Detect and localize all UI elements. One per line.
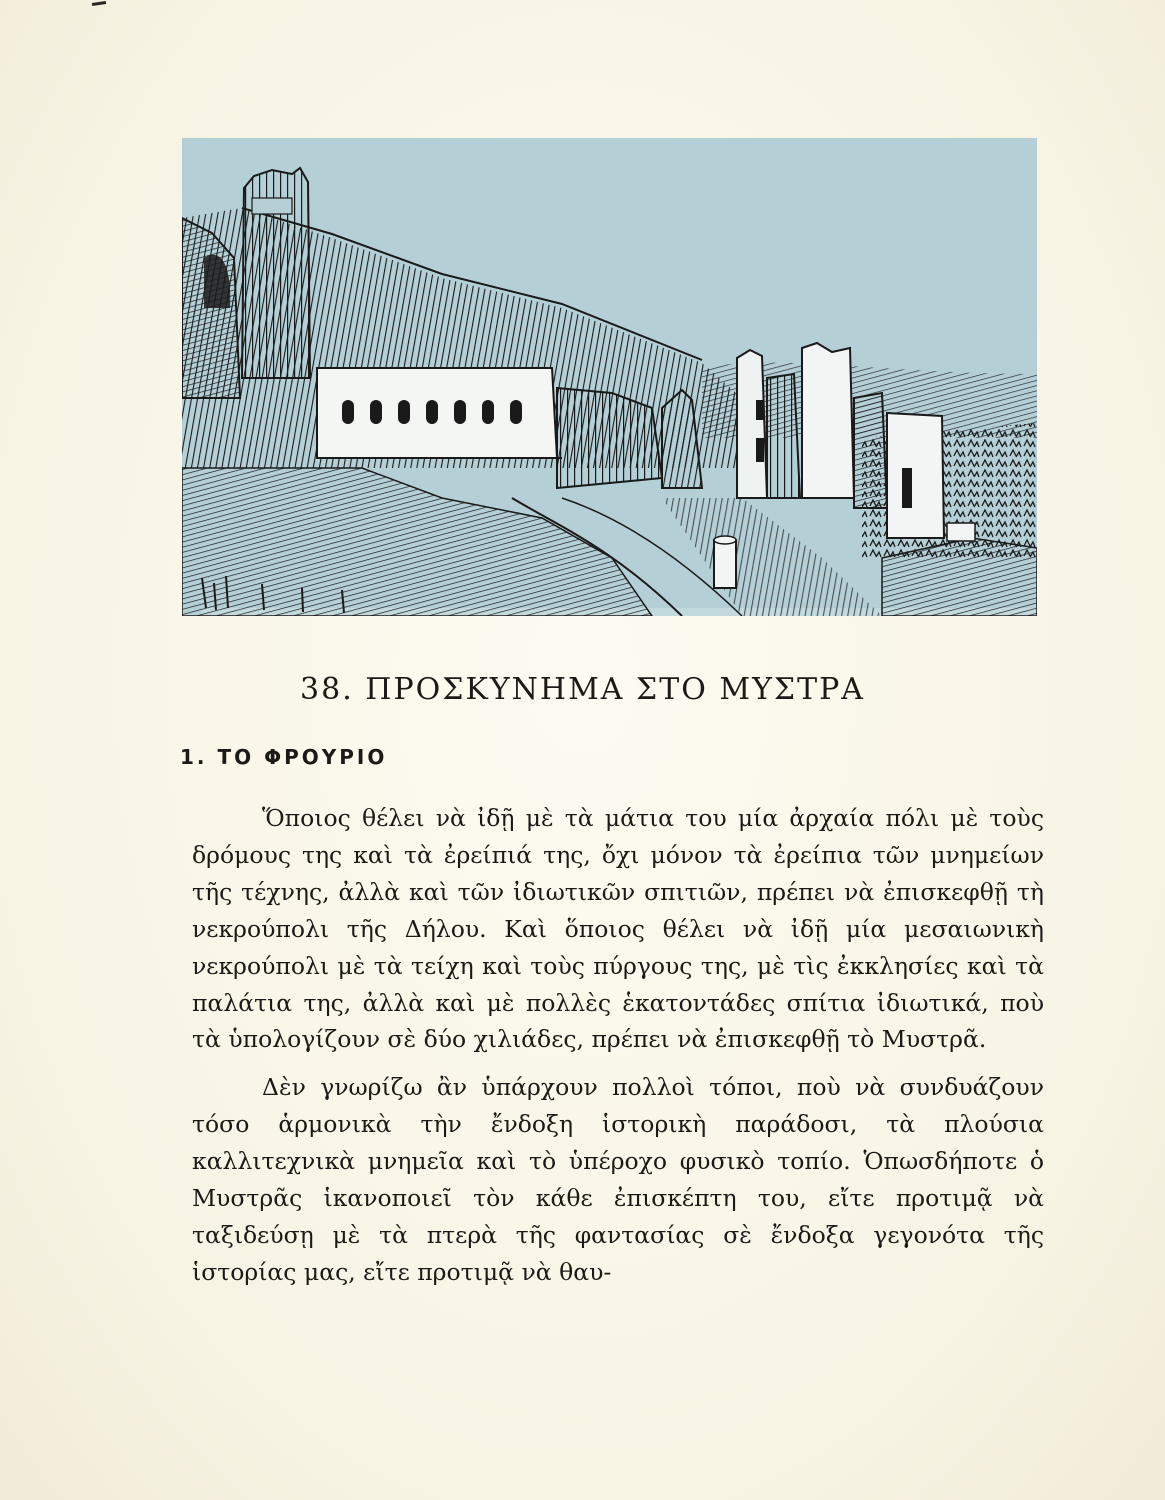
ruins-engraving — [182, 138, 1037, 616]
section-heading: 1. ΤΟ ΦΡΟΥΡΙΟ — [180, 745, 388, 769]
paragraph-1: Ὅποιος θέλει νὰ ἰδῇ μὲ τὰ μάτια του μία ἀρχαία πόλι μὲ τοὺς δρόμους της καὶ τὰ ἐρείπιά της, ὄχι μόνον τὰ ἐρείπια τῶν μνημείων τῆς τέχνης, ἀλλὰ καὶ τῶν ἰδιωτικῶν σπιτιῶν, πρέπει νὰ ἐπισκεφθῇ τὴ νεκρούπολι τῆς Δήλου. Καὶ ὅποιος θέλει νὰ ἰδῇ μία μεσαιωνικὴ νεκρούπολι μὲ τὰ τείχη καὶ τοὺς πύργους της, μὲ τὶς ἐκκλησίες καὶ τὰ παλάτια της, ἀλλὰ καὶ μὲ πολλὲς ἑκατοντάδες σπίτια ἰδιωτικά, ποὺ τὰ ὑπολογίζουν σὲ δύο χιλιάδες, πρέπει νὰ ἐπισκεφθῇ τὸ Μυστρᾶ. — [192, 804, 1044, 1054]
chapter-title: 38. ΠΡΟΣΚΥΝΗΜΑ ΣΤΟ ΜΥΣΤΡΑ — [300, 672, 865, 707]
body-text — [192, 800, 1044, 1291]
paragraph-2: Δὲν γνωρίζω ἂν ὑπάρχουν πολλοὶ τόποι, ποὺ νὰ συνδυάζουν τόσο ἁρμονικὰ τὴν ἔνδοξη ἱστορικὴ παράδοσι, τὰ πλούσια καλλιτεχνικὰ μνημεῖα καὶ τὸ ὑπέροχο φυσικὸ τοπίο. Ὁπωσδήποτε ὁ Μυστρᾶς ἱκανοποιεῖ τὸν κάθε ἐπισκέπτη του, εἴτε προτιμᾷ νὰ ταξιδεύσῃ μὲ τὰ πτερὰ τῆς φαντασίας σὲ ἔνδοξα γεγονότα τῆς ἱστορίας μας, εἴτε προτιμᾷ νὰ θαυ- — [192, 1073, 1044, 1286]
ruins-engraving-icon — [182, 138, 1037, 616]
